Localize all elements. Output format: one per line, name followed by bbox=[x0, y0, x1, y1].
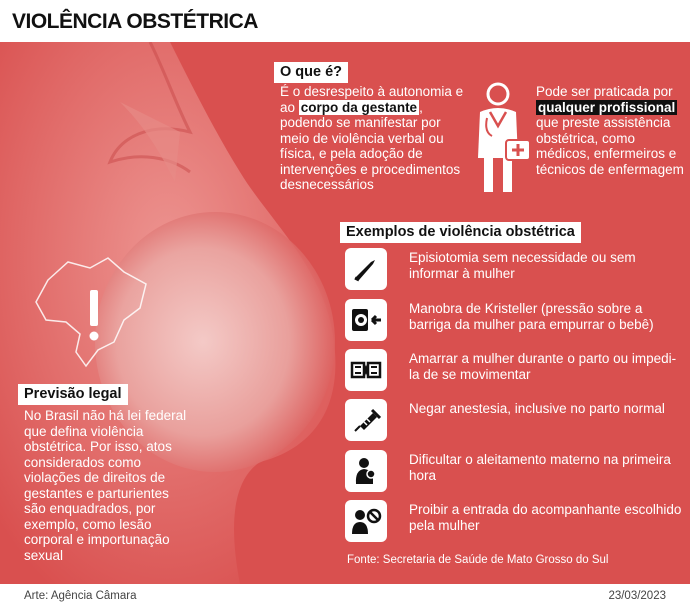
example-text: Manobra de Kristeller (pressão sobre a barriga da mulher para empurrar o bebê) bbox=[409, 301, 654, 332]
tied-hands-icon bbox=[345, 349, 387, 391]
belly-push-icon bbox=[345, 299, 387, 341]
professional-description: Pode ser praticada por qualquer profissional que preste assistência obstétrica, como médicos, enfermeiros e técnicos de enfermagem bbox=[536, 84, 684, 177]
infographic-panel bbox=[0, 42, 690, 584]
syringe-icon bbox=[345, 399, 387, 441]
legal-heading: Previsão legal bbox=[18, 384, 128, 405]
example-item bbox=[345, 399, 685, 441]
what-heading: O que é? bbox=[274, 62, 348, 83]
legal-description: No Brasil não há lei federal que defina violência obstétrica. Por isso, atos considerados como violações de direitos de gestantes e parturientes são enquadrados, por exemplo, como lesão corporal e importunação sexual bbox=[24, 408, 187, 563]
source-note: Fonte: Secretaria de Saúde de Mato Grosso do Sul bbox=[347, 554, 609, 566]
example-item bbox=[345, 450, 685, 492]
scalpel-icon bbox=[345, 248, 387, 290]
what-description: É o desrespeito à autonomia e ao corpo da gestante , podendo se manifestar por meio de violência verbal ou física, e pela adoção de intervenções e procedimentos desnecessários bbox=[280, 84, 464, 192]
credit-text: Arte: Agência Câmara bbox=[24, 590, 137, 602]
example-item bbox=[345, 248, 685, 290]
no-companion-icon bbox=[345, 500, 387, 542]
professional-highlight: qualquer profissional bbox=[538, 99, 676, 115]
example-text: Negar anestesia, inclusive no parto normal bbox=[409, 401, 665, 416]
doctor-icon bbox=[472, 82, 534, 194]
examples-heading: Exemplos de violência obstétrica bbox=[340, 222, 581, 243]
example-text: Dificultar o aleitamento materno na primeira hora bbox=[409, 452, 671, 483]
date-text: 23/03/2023 bbox=[608, 590, 666, 602]
example-item bbox=[345, 349, 685, 391]
example-item bbox=[345, 500, 685, 542]
example-item bbox=[345, 299, 685, 341]
page-title: VIOLÊNCIA OBSTÉTRICA bbox=[12, 10, 258, 33]
what-highlight: corpo da gestante bbox=[300, 99, 418, 115]
example-text: Amarrar a mulher durante o parto ou impedi-la de se movimentar bbox=[409, 351, 677, 382]
example-text: Episiotomia sem necessidade ou sem informar à mulher bbox=[409, 250, 636, 281]
brazil-map-icon bbox=[28, 250, 158, 370]
breastfeeding-icon bbox=[345, 450, 387, 492]
example-text: Proibir a entrada do acompanhante escolhido pela mulher bbox=[409, 502, 682, 533]
